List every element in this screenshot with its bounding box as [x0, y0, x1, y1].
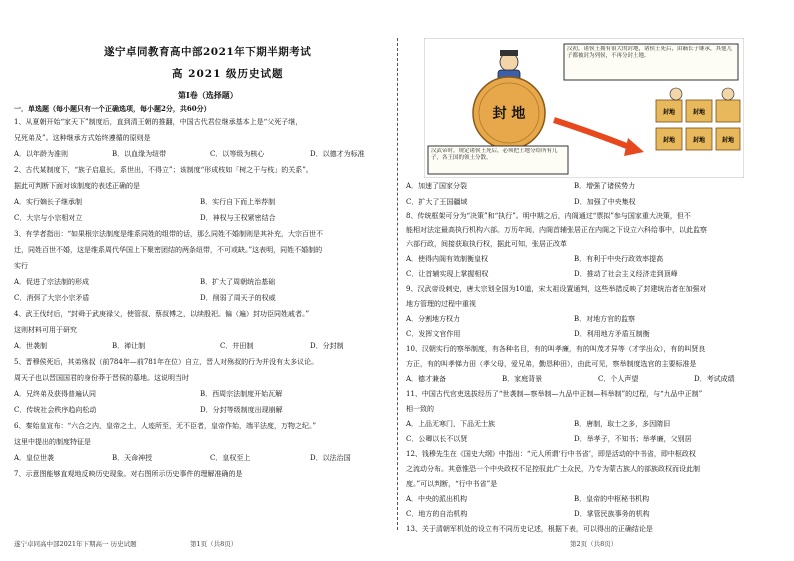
option-a: A．实行嫡长子继承制 [14, 198, 83, 206]
piece-label: 封地 [662, 109, 676, 116]
option-b: B．有利于中央行政效率提高 [574, 255, 664, 263]
question-13: 13、关于清朝军机处的设立有不同历史记述，根据下表，可以得出的正确结论是 [406, 525, 653, 533]
question-1: 1、从夏朝开始“家天下”制度后，直到清王朝的推翻，中国古代君位继承基本上是“父死子继， [14, 118, 303, 126]
option-a: A．使得内阁有效制衡皇权 [406, 255, 489, 263]
option-b: B．对地方官的监察 [574, 315, 636, 323]
note-top: 汉初，诸侯王拥有很大的封地，诸侯王死后，由嫡长子继承，其他儿子都被封为列侯，不再分封土地。 [567, 46, 733, 59]
option-c: C．个人声望 [598, 375, 639, 383]
option-a: A．世袭制 [14, 342, 48, 350]
question-line: 这则材料可用于研究 [14, 326, 77, 334]
option-d: D．掌管民族事务的机构 [574, 510, 650, 518]
question-5: 5、晋穆侯死后，其弟殇叔（前784年—前781年在位）自立，晋人对殇叔的行为并没有太多议论。 [14, 358, 319, 366]
question-line: 相一致的 [406, 405, 434, 413]
option-a: A．加速了国家分裂 [406, 182, 468, 190]
option-d: D．神权与王权紧密结合 [200, 214, 276, 222]
option-b: B．以血缘为纽带 [112, 150, 167, 158]
piece-label: 封地 [692, 137, 706, 144]
option-c: C．消弭了大宗小宗矛盾 [14, 294, 90, 302]
coin-label: 封 地 [492, 106, 526, 122]
option-b: B．西周宗法制度开始瓦解 [200, 390, 283, 398]
question-2: 2、古代某制度下，“族子启扈长，系世出，不得立”；该制度“形成枝如「树之干与枝」的关系”。 [14, 166, 313, 174]
question-line: 之流动分布。其意惟恐一个中央政权不足控驭此广土众民，乃专为蒙古族人的部族政权而设此制 [406, 465, 700, 473]
option-d: D．以德才为标准 [310, 150, 365, 158]
piece-label: 封地 [662, 137, 676, 144]
option-a: A．中央的派出机构 [406, 495, 468, 503]
note-bottom: 汉武帝时，规定诸侯王死后，必须把土地分给所有儿子，各王国的领土分散。 [431, 148, 558, 161]
option-c: C．传统社会秩序趋向松动 [14, 406, 97, 414]
option-a: A．促进了宗法制的形成 [14, 278, 90, 286]
question-line: 六部行政，间接获取执行权，据此可知，张居正改革 [406, 240, 567, 248]
option-a: A．皇位世袭 [14, 454, 55, 462]
option-c: C．以等级为核心 [210, 150, 265, 158]
option-c: C．公卿以长不以贤 [406, 435, 468, 443]
exam-subtitle: 高 2021 级历史试题 [172, 68, 284, 80]
question-9: 9、汉武帝设刺史，唐太宗划全国为10道，宋太祖设置通判，这些举措反映了封建统治者在加强对 [406, 285, 707, 293]
footer-left-page: 第1页（共8页） [190, 540, 238, 548]
option-d: D．推动了社会主义经济走到顶峰 [574, 270, 678, 278]
question-10: 10、汉朝实行的察举制度，有各种名目，有的叫孝廉，有的叫茂才异等（才学出众），有的叫贤良 [406, 345, 706, 353]
footer-right-page: 第2页（共8页） [570, 540, 618, 548]
question-4: 4、武王伐纣后，“封舜于武庚禄父，使管叔、蔡叔傅之，以续殷祀。偏（遍）封功臣同姓戚者。” [14, 310, 310, 318]
option-d: D．以法治国 [310, 454, 351, 462]
option-b: B．实行自下而上举荐制 [200, 198, 276, 206]
option-b: B．天命神授 [112, 454, 153, 462]
option-d: D．利用地方矛盾互制衡 [574, 330, 650, 338]
question-7: 7、示意图能够直观地反映历史现象。对右图所示历史事件的理解准确的是 [14, 470, 243, 478]
option-c: C．发挥文官作用 [406, 330, 461, 338]
question-3: 3、有学者指出：“如果根宗法制度是维系同姓的组带的话，那么同姓不婚制则是其补充，大宗百世不 [14, 230, 324, 238]
option-c: C．井田制 [220, 342, 254, 350]
part-heading: 一．单选题（每小题只有一个正确选项，每小题2分，共60分） [14, 104, 211, 113]
option-c: C．扩大了王国疆域 [406, 198, 468, 206]
option-b: B．禅让制 [112, 342, 146, 350]
question-line: 度。”可以判断，“行中书省”是 [406, 480, 498, 488]
option-a: A．上品无寒门，下品无士族 [406, 420, 496, 428]
option-a: A．以年龄为准则 [14, 150, 69, 158]
question-line: 这里中提出的制度特征是 [14, 438, 91, 446]
option-a: A．德才兼备 [406, 375, 447, 383]
option-d: D．削弱了周天子的权威 [200, 294, 276, 302]
question-line: 兄死弟及”。这种继承方式始终遵循的原则是 [14, 134, 151, 142]
question-11: 11、中国古代官吏选拔经历了“世袭制—察举制—九品中正制—科举制”的过程，与“九品中正制” [406, 390, 703, 398]
option-d: D．加强了中央集权 [574, 198, 636, 206]
question-12: 12、钱穆先生在《国史大纲》中指出：“元人所谓‘行中书省’，即是活动的中书省，即中枢政权 [406, 450, 696, 458]
question-8: 8、传统框架可分为“决策”和“执行”。明中期之后，内阁通过“票拟”参与国家重大决策，但不 [406, 212, 691, 220]
option-b: B．家庭背景 [502, 375, 543, 383]
question-line: 周天子也以晋国国君的身份莽于晋侯的墓地。这说明当时 [14, 374, 189, 382]
section-heading: 第Ⅰ卷（选择题） [178, 90, 238, 100]
option-d: D．分封等级制度出现崩解 [200, 406, 283, 414]
question-line: 迁，同姓百世不婚，这是维系周代华国上下聚密团结的两条纽带，不可或缺。”这表明，同姓不婚制的 [14, 246, 323, 254]
option-d: D．分封制 [310, 342, 344, 350]
question-line: 方正，有的叫孝悌力田（孝父母，爱兄弟，勤恳种田），由此可见，察举制度选官的主要标准是 [406, 360, 697, 368]
right-page [398, 0, 794, 561]
option-c: C．皇权至上 [210, 454, 251, 462]
footer-left-title: 遂宁卓同高中部2021年下期高一 历史试题 [14, 540, 137, 548]
option-d: D．举孝子，不知书；举孝廉，父别居 [574, 435, 692, 443]
question-line: 实行 [14, 262, 28, 270]
option-b: B．扩大了周朝统治基础 [200, 278, 276, 286]
option-b: B．增强了诸侯势力 [574, 182, 636, 190]
question-line: 能相对法定最高执行机构六部。万历年间，内阁首辅张居正在内阁之下设立六科给事中，以此监察 [406, 226, 707, 234]
question-6: 6、秦始皇宣布：“六合之内，皇帝之土，人迹所至，无不臣者，皇帝作始，端平法度，万物之纪。” [14, 422, 317, 430]
piece-label: 封地 [692, 109, 706, 116]
option-d: D．考试成绩 [694, 375, 735, 383]
question-line: 据此可判断下面对该制度的表述正确的是 [14, 182, 140, 190]
option-c: C．让首辅实现上掌握相权 [406, 270, 489, 278]
option-a: A．分割地方权力 [406, 315, 461, 323]
option-b: B．唐制，取士之多，多因隋旧 [574, 420, 671, 428]
option-c: C．大宗与小宗相对立 [14, 214, 83, 222]
option-a: A．兄终弟及获得普遍认同 [14, 390, 97, 398]
option-c: C．地方的自治机构 [406, 510, 468, 518]
exam-title: 遂宁卓同教育高中部2021年下期半期考试 [104, 46, 312, 58]
option-b: B．皇帝的中枢秘书机构 [574, 495, 650, 503]
piece-label: 封地 [721, 137, 735, 144]
question-line: 地方管理的过程中重视 [406, 300, 476, 308]
